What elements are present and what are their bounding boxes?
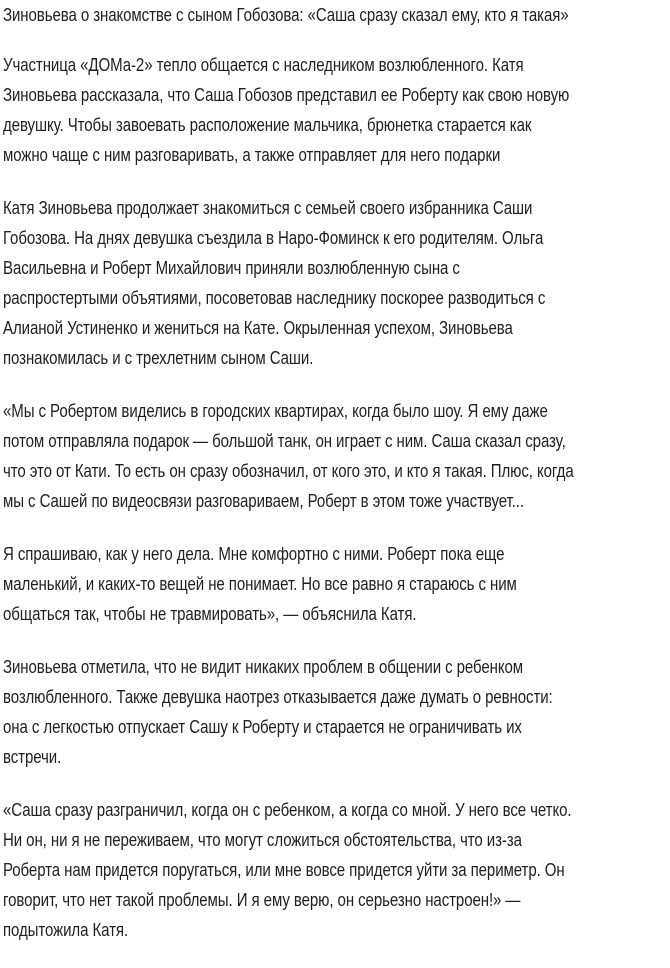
paragraph-line: общаться так, чтобы не травмировать», — объяснила Катя. [3, 604, 417, 624]
paragraph-line: подытожила Катя. [3, 920, 129, 940]
article-paragraph-1 [3, 50, 670, 170]
paragraph-line: Роберта нам придется поругаться, или мне вовсе придется уйти за периметр. Он [3, 860, 565, 880]
paragraph-line: мы с Сашей по видеосвязи разговариваем, Роберт в этом тоже участвует... [3, 491, 524, 511]
paragraph-line: девушку. Чтобы завоевать расположение мальчика, брюнетка старается как [3, 115, 532, 135]
paragraph-line: познакомилась и с трехлетним сыном Саши. [3, 348, 314, 368]
paragraph-line: можно чаще с ним разговаривать, а также отправляет для него подарки [3, 145, 501, 165]
article-quote-paragraph-2 [3, 539, 670, 629]
article-quote-paragraph-1 [3, 396, 670, 516]
paragraph-line: Я спрашиваю, как у него дела. Мне комфортно с ними. Роберт пока еще [3, 544, 505, 564]
paragraph-line: Васильевна и Роберт Михайлович приняли возлюбленную сына с [3, 258, 460, 278]
paragraph-line: маленький, и каких-то вещей не понимает. Но все равно я стараюсь с ним [3, 574, 517, 594]
paragraph-line: говорит, что нет такой проблемы. И я ему верю, он серьезно настроен!» — [3, 890, 521, 910]
paragraph-line: встречи. [3, 747, 62, 767]
paragraph-line: Гобозова. На днях девушка съездила в Наро-Фоминск к его родителям. Ольга [3, 228, 544, 248]
paragraph-line: возлюбленного. Также девушка наотрез отказывается даже думать о ревности: [3, 687, 553, 707]
article-quote-paragraph-3 [3, 795, 670, 945]
paragraph-line: распростертыми объятиями, посоветовав наследнику поскорее разводиться с [3, 288, 546, 308]
article-title: Зиновьева о знакомстве с сыном Гобозова: «Саша сразу сказал ему, кто я такая» [3, 5, 569, 25]
paragraph-line: «Саша сразу разграничил, когда он с ребенком, а когда со мной. У него все четко. [3, 800, 572, 820]
paragraph-line: «Мы с Робертом виделись в городских квартирах, когда было шоу. Я ему даже [3, 401, 548, 421]
paragraph-line: Зиновьева отметила, что не видит никаких проблем в общении с ребенком [3, 657, 524, 677]
article-paragraph-2 [3, 193, 670, 373]
article [3, 0, 670, 968]
article-paragraph-3 [3, 652, 670, 772]
paragraph-line: Алианой Устиненко и жениться на Кате. Окрыленная успехом, Зиновьева [3, 318, 513, 338]
paragraph-line: потом отправляла подарок — большой танк, он играет с ним. Саша сказал сразу, [3, 431, 566, 451]
paragraph-line: Ни он, ни я не переживаем, что могут сложиться обстоятельства, что из-за [3, 830, 522, 850]
paragraph-line: что это от Кати. То есть он сразу обозначил, от кого это, и кто я такая. Плюс, когда [3, 461, 574, 481]
paragraph-line: Катя Зиновьева продолжает знакомиться с семьей своего избранника Саши [3, 198, 533, 218]
paragraph-line: она с легкостью отпускает Сашу к Роберту и старается не ограничивать их [3, 717, 522, 737]
paragraph-line: Участница «ДОМа-2» тепло общается с наследником возлюбленного. Катя [3, 55, 524, 75]
paragraph-line: Зиновьева рассказала, что Саша Гобозов представил ее Роберту как свою новую [3, 85, 570, 105]
